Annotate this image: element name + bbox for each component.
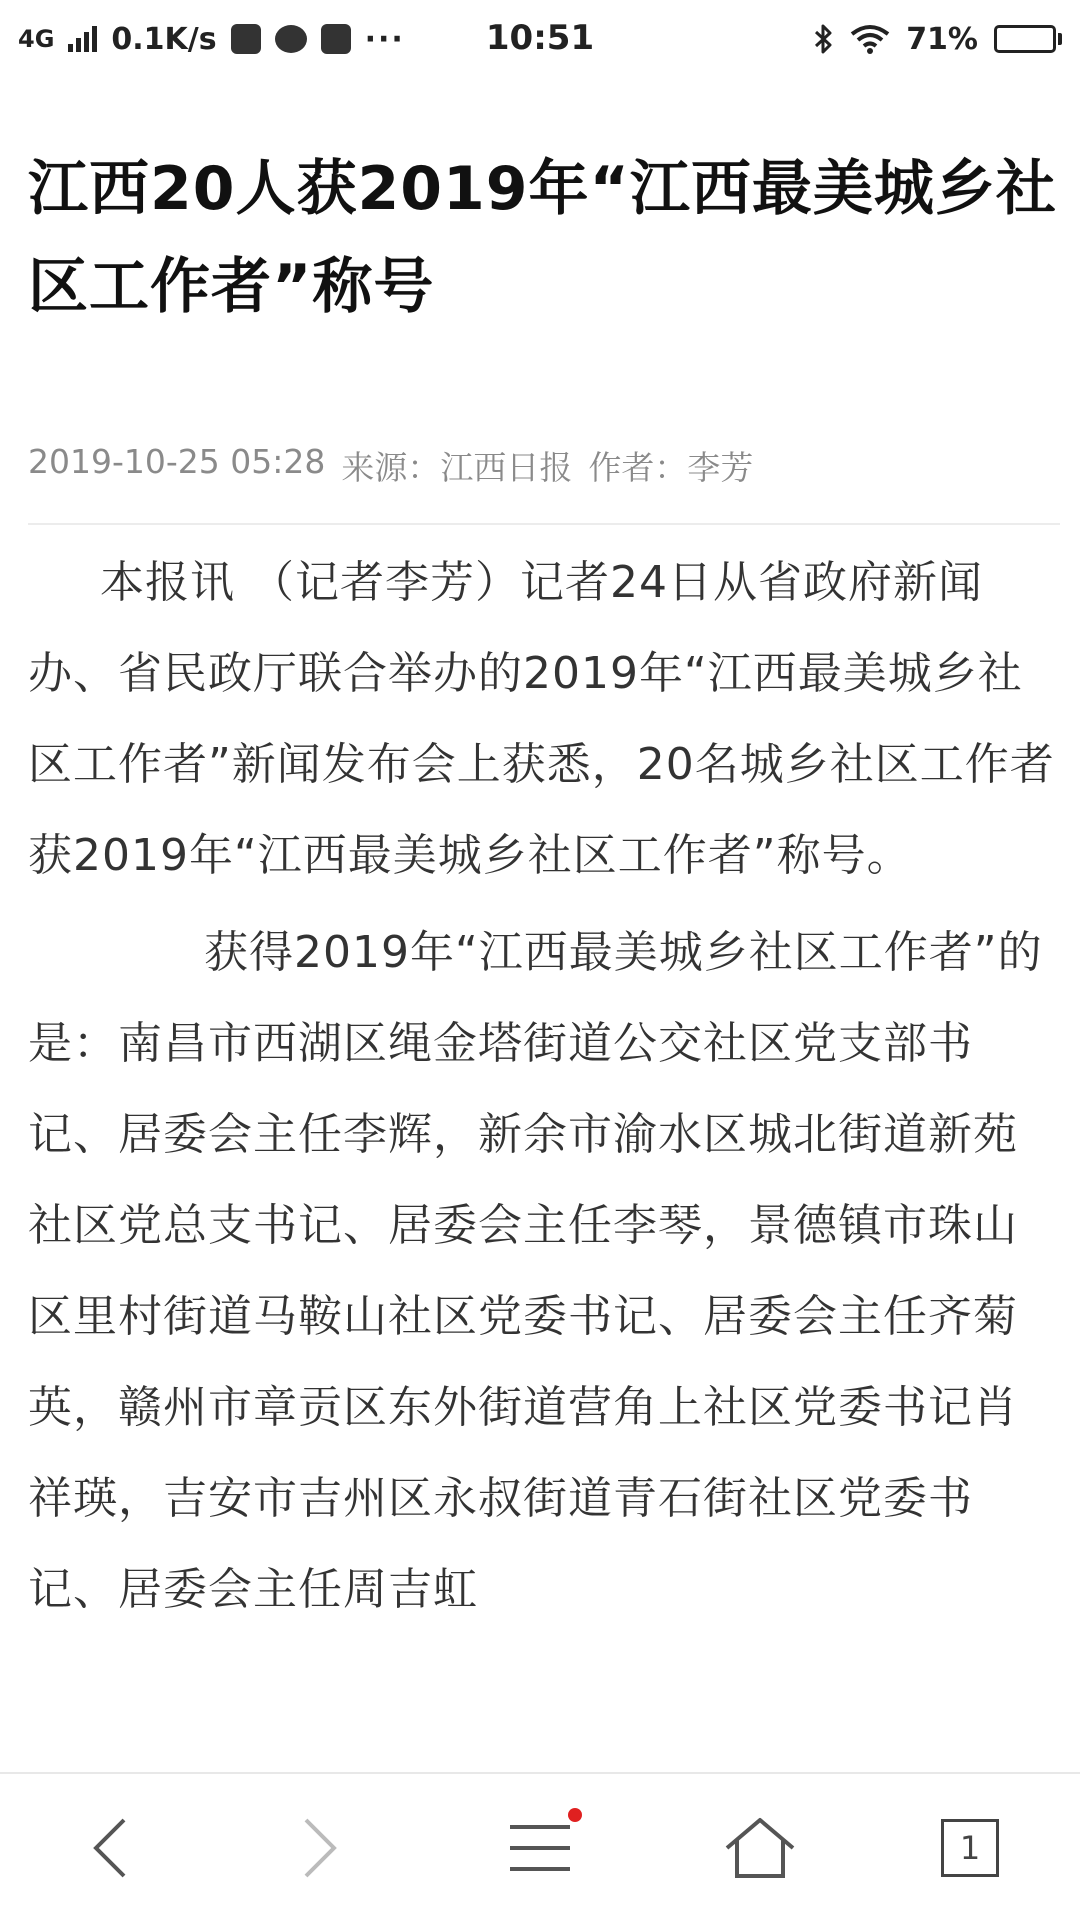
bluetooth-icon bbox=[812, 23, 834, 55]
menu-button[interactable] bbox=[490, 1774, 590, 1920]
signal-bars-icon bbox=[68, 26, 97, 52]
battery-icon bbox=[994, 25, 1062, 53]
tabs-button[interactable] bbox=[920, 1774, 1020, 1920]
home-icon bbox=[723, 1816, 797, 1880]
network-type: 4G bbox=[18, 25, 55, 53]
vivo-app-icon bbox=[231, 24, 261, 54]
chevron-right-icon bbox=[300, 1816, 340, 1880]
publish-date: 2019-10-25 05:28 bbox=[28, 442, 326, 481]
bag-icon bbox=[321, 24, 351, 54]
chat-bubble-icon bbox=[275, 25, 307, 53]
more-dots-icon: ··· bbox=[364, 21, 405, 57]
back-button[interactable] bbox=[60, 1774, 160, 1920]
status-bar bbox=[0, 0, 1080, 78]
network-speed: 0.1K/s bbox=[111, 21, 217, 57]
clock: 10:51 bbox=[485, 18, 595, 58]
divider bbox=[28, 523, 1060, 525]
article-meta bbox=[28, 442, 1060, 489]
tab-count: 1 bbox=[941, 1819, 999, 1877]
paragraph-1: 本报讯 （记者李芳）记者24日从省政府新闻办、省民政厅联合举办的2019年“江西最美城乡社区工作者”新闻发布会上获悉，20名城乡社区工作者获2019年“江西最美城乡社区工作者”称号。 bbox=[28, 557, 1055, 881]
article-author: 作者：李芳 bbox=[588, 448, 754, 487]
home-button[interactable] bbox=[705, 1774, 815, 1920]
notification-dot bbox=[568, 1808, 582, 1822]
article-title: 江西20人获2019年“江西最美城乡社区工作者”称号 bbox=[28, 154, 1057, 322]
bottom-nav-bar bbox=[0, 1772, 1080, 1920]
hamburger-menu-icon bbox=[508, 1821, 572, 1875]
chevron-left-icon bbox=[90, 1816, 130, 1880]
wifi-icon bbox=[850, 24, 890, 54]
paragraph-2: 获得2019年“江西最美城乡社区工作者”的是：南昌市西湖区绳金塔街道公交社区党支部书记、居委会主任李辉，新余市渝水区城北街道新苑社区党总支书记、居委会主任李琴，景德镇市珠山区里村街道马鞍山社区党委书记、居委会主任齐菊英，赣州市章贡区东外街道营角上社区党委书记肖祥瑛，吉安市吉州区永叔街道青石街社区党委书记、居委会主任周吉虹 bbox=[28, 927, 1043, 1615]
battery-percent: 71% bbox=[906, 21, 978, 57]
article-source: 来源：江西日报 bbox=[341, 448, 573, 487]
forward-button[interactable] bbox=[270, 1774, 370, 1920]
article bbox=[28, 140, 1060, 1635]
